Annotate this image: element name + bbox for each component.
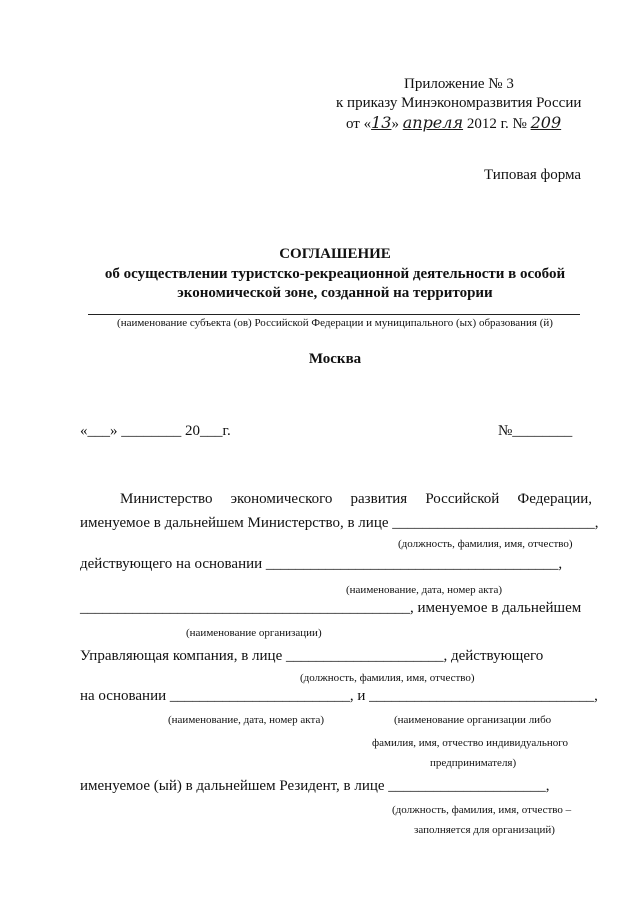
management-company-line: ____________________________________________, именуемое в дальнейшем (80, 600, 582, 616)
city-name: Москва (308, 351, 362, 367)
ministry-representative-line: именуемое в дальнейшем Министерство, в лице ___________________________, (80, 515, 599, 531)
year-number-label: 2012 г. № (466, 116, 527, 132)
agreement-date-field: «___» ________ 20___г. (80, 423, 231, 439)
form-type: Типовая форма (484, 167, 582, 183)
caption-position-name-2: (должность, фамилия, имя, отчество) (300, 672, 475, 684)
handwritten-month: апреля (402, 113, 464, 132)
order-reference: к приказу Минэкономразвития России (336, 95, 582, 111)
appendix-number: Приложение № 3 (404, 76, 514, 92)
resident-representative-line: именуемое (ый) в дальнейшем Резидент, в лице _____________________, (80, 778, 550, 794)
management-representative-line: Управляющая компания, в лице _____________________, действующего (80, 648, 544, 664)
territory-fill-line (88, 314, 580, 315)
caption-resident-org-3: предпринимателя) (430, 757, 517, 769)
caption-organization: (наименование организации) (186, 627, 322, 639)
caption-act-2: (наименование, дата, номер акта) (168, 714, 324, 726)
ministry-name-line: Министерство экономического развития Российской Федерации, (120, 491, 592, 507)
ministry-basis-line: действующего на основании _______________________________________, (80, 556, 563, 572)
caption-for-organizations: заполняется для организаций) (414, 824, 555, 836)
title-line-1: об осуществлении туристско-рекреационной деятельности в особой (104, 266, 566, 282)
document-title: СОГЛАШЕНИЕ (279, 246, 391, 262)
date-prefix: от « (346, 116, 372, 132)
agreement-number-field: №________ (498, 423, 573, 439)
handwritten-order-number: 209 (530, 113, 562, 132)
caption-resident-org-1: (наименование организации либо (394, 714, 552, 726)
title-line-2: экономической зоне, созданной на территории (177, 285, 493, 301)
management-basis-line: на основании ________________________, и ______________________________, (80, 688, 598, 704)
caption-resident-org-2: фамилия, имя, отчество индивидуального (372, 737, 569, 749)
caption-act-1: (наименование, дата, номер акта) (346, 584, 502, 596)
caption-position-name-1: (должность, фамилия, имя, отчество) (398, 538, 573, 550)
caption-position-name-3: (должность, фамилия, имя, отчество – (392, 804, 572, 816)
order-date-line (346, 113, 561, 133)
territory-caption: (наименование субъекта (ов) Российской Федерации и муниципального (ых) образования (й) (117, 317, 553, 329)
handwritten-day: 13 (371, 113, 392, 132)
date-mid: » (391, 116, 399, 132)
